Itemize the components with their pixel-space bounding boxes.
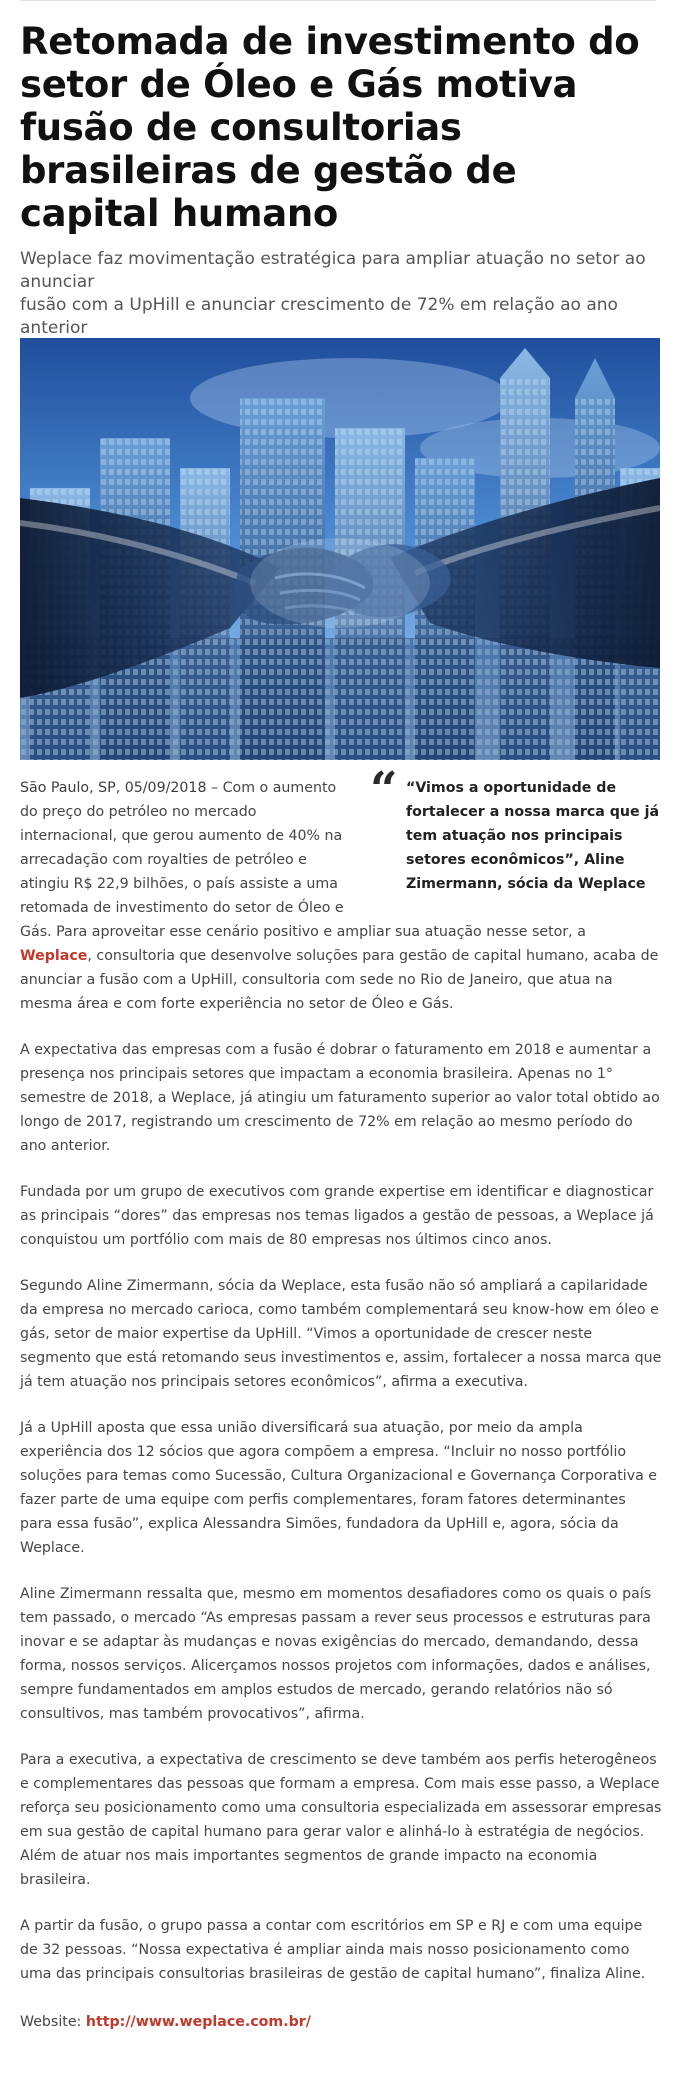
paragraph-7: Para a executiva, a expectativa de crescimento se deve também aos perfis heterogêneos e complementares das pessoas que formam a empresa. Com mais esse passo, a Weplace reforça seu posicionamento como uma consultoria especializada em assessorar empresas em sua gestão de capital humano para gerar valor e alinhá-lo à estratégia de negócios. Além de atuar nos mais importantes segmentos de grande impacto na economia brasileira.: [20, 1752, 662, 1888]
website-link[interactable]: http://www.weplace.com.br/: [85, 2014, 311, 2030]
dateline: São Paulo, SP, 05/09/2018 –: [20, 780, 223, 796]
paragraph-2: A expectativa das empresas com a fusão é dobrar o faturamento em 2018 e aumentar a presença nos principais setores que impactam a economia brasileira. Apenas no 1° semestre de 2018, a Weplace, já atingiu um faturamento superior ao valor total obtido ao longo de 2017, registrando um crescimento de 72% em relação ao mesmo período do ano anterior.: [20, 1042, 660, 1154]
paragraph-1-text-a: Com o aumento do preço do petróleo no mercado internacional, que gerou aumento de 40% na arrecadação com royalties de petróleo e atingiu R$ 22,9 bilhões, o país assiste a uma retomada de investimento do setor de Óleo e Gás. Para aproveitar esse cenário positivo e ampliar sua atuação nesse setor, a: [20, 780, 586, 940]
website-label: Website:: [20, 2014, 86, 2030]
top-divider: [20, 0, 656, 1]
paragraph-6: Aline Zimermann ressalta que, mesmo em momentos desafiadores como os quais o país tem passado, o mercado “As empresas passam a rever seus processos e estruturas para inovar e se adaptar às mudanças e novas exigências do mercado, demandando, dessa forma, nossos serviços. Alicerçamos nossos projetos com informações, dados e análises, sempre fundamentados em amplos estudos de mercado, gerando relatórios não só consultivos, mas também provocativos”, afirma.: [20, 1586, 652, 1722]
handshake-skyline-illustration: [20, 338, 660, 760]
article-subheadline: [20, 248, 670, 340]
article-headline: Retomada de investimento do setor de Óleo e Gás motiva fusão de consultorias brasileiras de gestão de capital humano: [20, 20, 640, 235]
hero-image: [20, 338, 660, 760]
article-body: [20, 762, 662, 2008]
website-line: [20, 2010, 311, 2034]
subheadline-line-2: fusão com a UpHill e anunciar crescimento de 72% em relação ao ano anterior: [20, 295, 618, 338]
paragraph-8: A partir da fusão, o grupo passa a contar com escritórios em SP e RJ e com uma equipe de 32 pessoas. “Nossa expectativa é ampliar ainda mais nosso posicionamento como uma das principais consultorias brasileiras de gestão de capital humano”, finaliza Aline.: [20, 1918, 646, 1982]
quote-open-icon: “: [370, 762, 398, 818]
paragraph-5: Já a UpHill aposta que essa união diversificará sua atuação, por meio da ampla experiência dos 12 sócios que agora compõem a empresa. “Incluir no nosso portfólio soluções para temas como Sucessão, Cultura Organizacional e Governança Corporativa e fazer parte de uma equipe com perfis complementares, foram fatores determinantes para essa fusão”, explica Alessandra Simões, fundadora da UpHill e, agora, sócia da Weplace.: [20, 1420, 658, 1556]
subheadline-line-1: Weplace faz movimentação estratégica para ampliar atuação no setor ao anunciar: [20, 249, 646, 292]
pull-quote: [370, 762, 662, 896]
weplace-link[interactable]: Weplace: [20, 948, 88, 964]
paragraph-3: Fundada por um grupo de executivos com grande expertise em identificar e diagnosticar as principais “dores” das empresas nos temas ligados a gestão de pessoas, a Weplace já conquistou um portfólio com mais de 80 empresas nos últimos cinco anos.: [20, 1184, 654, 1248]
pull-quote-text: “Vimos a oportunidade de fortalecer a nossa marca que já tem atuação nos principais setores econômicos”, Aline Zimermann, sócia da Weplace: [406, 780, 660, 892]
paragraph-4: Segundo Aline Zimermann, sócia da Weplace, esta fusão não só ampliará a capilaridade da empresa no mercado carioca, como também complementará seu know-how em óleo e gás, setor de maior expertise da UpHill. “Vimos a oportunidade de crescer neste segmento que está retomando seus investimentos e, assim, fortalecer a nossa marca que já tem atuação nos principais setores econômicos”, afirma a executiva.: [20, 1278, 662, 1390]
paragraph-1-text-b: , consultoria que desenvolve soluções para gestão de capital humano, acaba de anunciar a fusão com a UpHill, consultoria com sede no Rio de Janeiro, que atua na mesma área e com forte experiência no setor de Óleo e Gás.: [20, 948, 659, 1012]
